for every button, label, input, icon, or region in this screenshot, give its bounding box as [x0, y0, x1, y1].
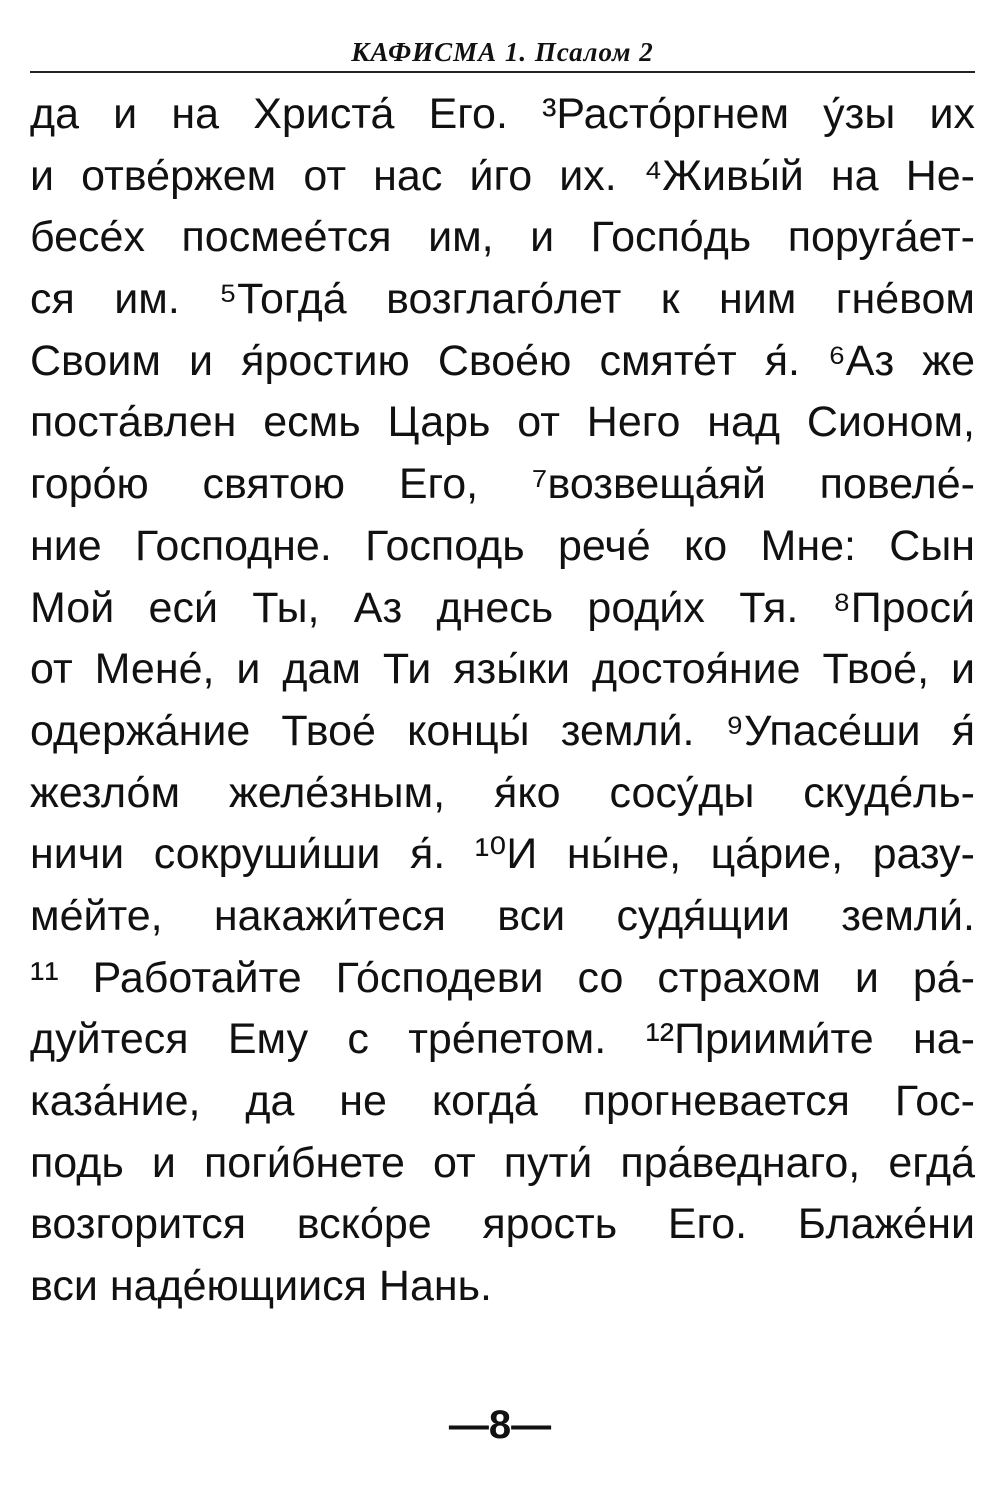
- text-line: вси наде́ющиися Нань.: [30, 1262, 492, 1311]
- text-line: ничи сокруши́ши я́. ¹⁰И ны́не, ца́рие, разу-: [30, 830, 975, 879]
- text-line: ся им. ⁵Тогда́ возглаго́лет к ним гне́вом: [30, 275, 975, 324]
- text-line: бесе́х посмее́тся им, и Госпо́дь поруга́ет-: [30, 213, 975, 262]
- text-line: каза́ние, да не когда́ прогневается Гос-: [30, 1077, 975, 1125]
- page-number: —8—: [448, 1403, 552, 1447]
- text-line: Своим и я́ростию Свое́ю смяте́т я́. ⁶Аз же: [30, 336, 975, 385]
- text-line: от Мене́, и дам Ти язы́ки достоя́ние Твое́, и: [30, 645, 975, 694]
- text-line: и отве́ржем от нас и́го их. ⁴Живы́й на Не-: [30, 151, 975, 200]
- text-line: поста́влен есмь Царь от Него над Сионом,: [30, 398, 975, 447]
- text-line: да и на Христа́ Его. ³Расто́ргнем у́зы их: [30, 90, 975, 138]
- text-line: жезло́м желе́зным, я́ко сосу́ды скуде́ль-: [30, 768, 975, 817]
- text-line: Мой еси́ Ты, Аз днесь роди́х Тя. ⁸Проси́: [30, 583, 975, 632]
- text-line: ¹¹ Работайте Го́сподеви со страхом и ра́-: [30, 953, 975, 1002]
- text-line: одержа́ние Твое́ концы́ земли́. ⁹Упасе́ши я́: [30, 706, 975, 755]
- running-head: КАФИСМА 1. Псалом 2: [351, 37, 654, 67]
- psalm-text: [30, 84, 975, 1318]
- text-line: ме́йте, накажи́теся вси судя́щии земли́.: [30, 891, 975, 940]
- text-line: ние Господне. Господь рече́ ко Мне: Сын: [30, 521, 975, 570]
- text-line: возгорится вско́ре ярость Его. Блаже́ни: [30, 1200, 975, 1249]
- header-rule: [30, 71, 975, 73]
- text-line: дуйтеся Ему с тре́петом. ¹²Приими́те на-: [30, 1015, 975, 1064]
- text-line: подь и поги́бнете от пути́ пра́веднаго, егда́: [30, 1138, 975, 1187]
- text-line: горо́ю святою Его, ⁷возвеща́яй повеле́-: [30, 460, 975, 509]
